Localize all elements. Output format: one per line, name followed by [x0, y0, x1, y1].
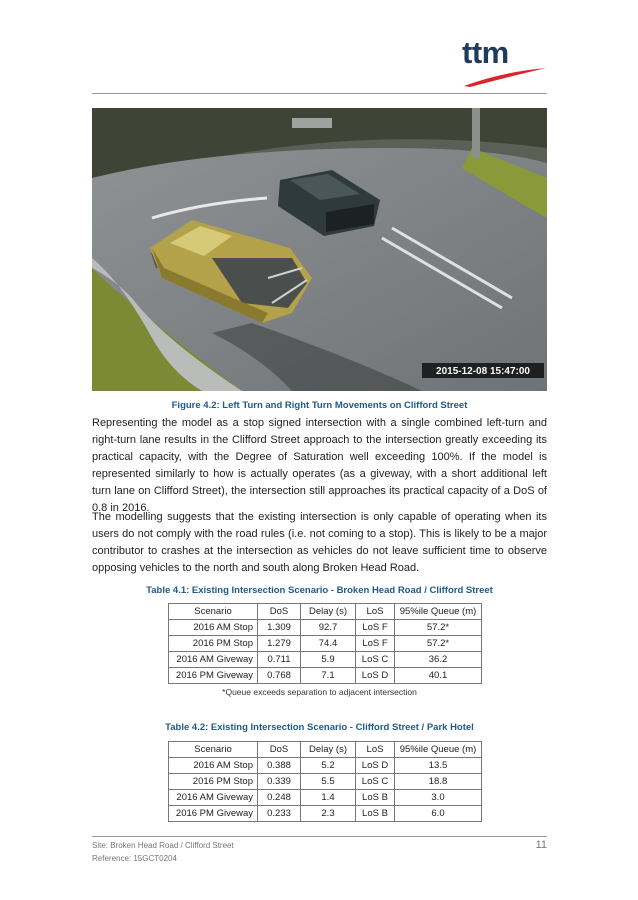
cell-dos: 0.711 [258, 652, 301, 668]
ttm-logo [462, 36, 548, 92]
header-los: LoS [356, 742, 395, 758]
paragraph-1: Representing the model as a stop signed intersection with a single combined left-turn and right-turn lane results in the Clifford Street approach to the intersection greatly exceeding its practical capacity, with the Degree of Saturation well exceeding 100%. If the model is represented similarly to how is actually operates (as a giveway, with a short additional left turn lane on Clifford Street), the intersection still approaches its practical capacity of a DoS of 0.8 in 2016. [92, 417, 547, 514]
table-row [169, 620, 482, 636]
paragraph-2: The modelling suggests that the existing intersection is only capable of operating when its users do not comply with the road rules (i.e. not coming to a stop). This is likely to be a major contributor to crashes at the intersection as vehicles do not leave sufficient time to observe opposing vehicles to the north and south along Broken Head Road. [92, 511, 547, 574]
cell-queue: 40.1 [395, 668, 482, 684]
cell-scenario: 2016 PM Stop [169, 636, 258, 652]
table-header-row [169, 604, 482, 620]
table1 [168, 603, 482, 684]
cell-los: LoS F [356, 620, 395, 636]
cell-los: LoS F [356, 636, 395, 652]
cell-scenario: 2016 AM Stop [169, 620, 258, 636]
cell-dos: 1.279 [258, 636, 301, 652]
cell-queue: 18.8 [395, 774, 482, 790]
cell-dos: 0.233 [258, 806, 301, 822]
cell-delay: 5.9 [301, 652, 356, 668]
footer-reference: Reference: 15GCT0204 [92, 854, 177, 863]
cell-dos: 0.339 [258, 774, 301, 790]
cell-delay: 2.3 [301, 806, 356, 822]
cell-delay: 1.4 [301, 790, 356, 806]
table1-note: *Queue exceeds separation to adjacent intersection [222, 687, 417, 697]
header-delay: Delay (s) [301, 742, 356, 758]
cell-scenario: 2016 PM Giveway [169, 806, 258, 822]
cell-scenario: 2016 PM Giveway [169, 668, 258, 684]
cell-scenario: 2016 AM Giveway [169, 652, 258, 668]
cell-scenario: 2016 PM Stop [169, 774, 258, 790]
cell-scenario: 2016 AM Stop [169, 758, 258, 774]
cell-los: LoS C [356, 774, 395, 790]
table-row [169, 790, 482, 806]
cell-delay: 74.4 [301, 636, 356, 652]
header-scenario: Scenario [169, 604, 258, 620]
footer-site: Site: Broken Head Road / Clifford Street [92, 841, 234, 850]
cell-dos: 0.768 [258, 668, 301, 684]
header-scenario: Scenario [169, 742, 258, 758]
table-row [169, 806, 482, 822]
footer-rule [92, 836, 547, 837]
table-row [169, 636, 482, 652]
page-number: 11 [535, 839, 547, 851]
cell-queue: 6.0 [395, 806, 482, 822]
figure-caption: Figure 4.2: Left Turn and Right Turn Movements on Clifford Street [171, 400, 468, 411]
cell-delay: 5.2 [301, 758, 356, 774]
header-los: LoS [356, 604, 395, 620]
cell-delay: 5.5 [301, 774, 356, 790]
header-dos: DoS [258, 604, 301, 620]
header-queue: 95%ile Queue (m) [395, 604, 482, 620]
table2 [168, 741, 482, 822]
cell-queue: 57.2* [395, 636, 482, 652]
table-row [169, 668, 482, 684]
table-row [169, 652, 482, 668]
table1-caption: Table 4.1: Existing Intersection Scenario - Broken Head Road / Clifford Street [146, 585, 493, 596]
header-dos: DoS [258, 742, 301, 758]
cell-delay: 7.1 [301, 668, 356, 684]
intersection-photo [92, 108, 547, 391]
cell-los: LoS B [356, 790, 395, 806]
table-row [169, 758, 482, 774]
cell-dos: 0.248 [258, 790, 301, 806]
cell-los: LoS D [356, 758, 395, 774]
cell-dos: 1.309 [258, 620, 301, 636]
table-header-row [169, 742, 482, 758]
cell-queue: 57.2* [395, 620, 482, 636]
table-row [169, 774, 482, 790]
cell-queue: 13.5 [395, 758, 482, 774]
cell-scenario: 2016 AM Giveway [169, 790, 258, 806]
photo-timestamp: 2015-12-08 15:47:00 [436, 366, 530, 377]
cell-los: LoS B [356, 806, 395, 822]
header-rule [92, 93, 547, 94]
header-queue: 95%ile Queue (m) [395, 742, 482, 758]
cell-queue: 3.0 [395, 790, 482, 806]
cell-los: LoS D [356, 668, 395, 684]
cell-los: LoS C [356, 652, 395, 668]
logo-swoosh-icon [462, 66, 548, 88]
logo-text: ttm [462, 35, 509, 70]
cell-delay: 92.7 [301, 620, 356, 636]
cell-dos: 0.388 [258, 758, 301, 774]
header-delay: Delay (s) [301, 604, 356, 620]
table2-caption: Table 4.2: Existing Intersection Scenario - Clifford Street / Park Hotel [165, 722, 474, 733]
cell-queue: 36.2 [395, 652, 482, 668]
